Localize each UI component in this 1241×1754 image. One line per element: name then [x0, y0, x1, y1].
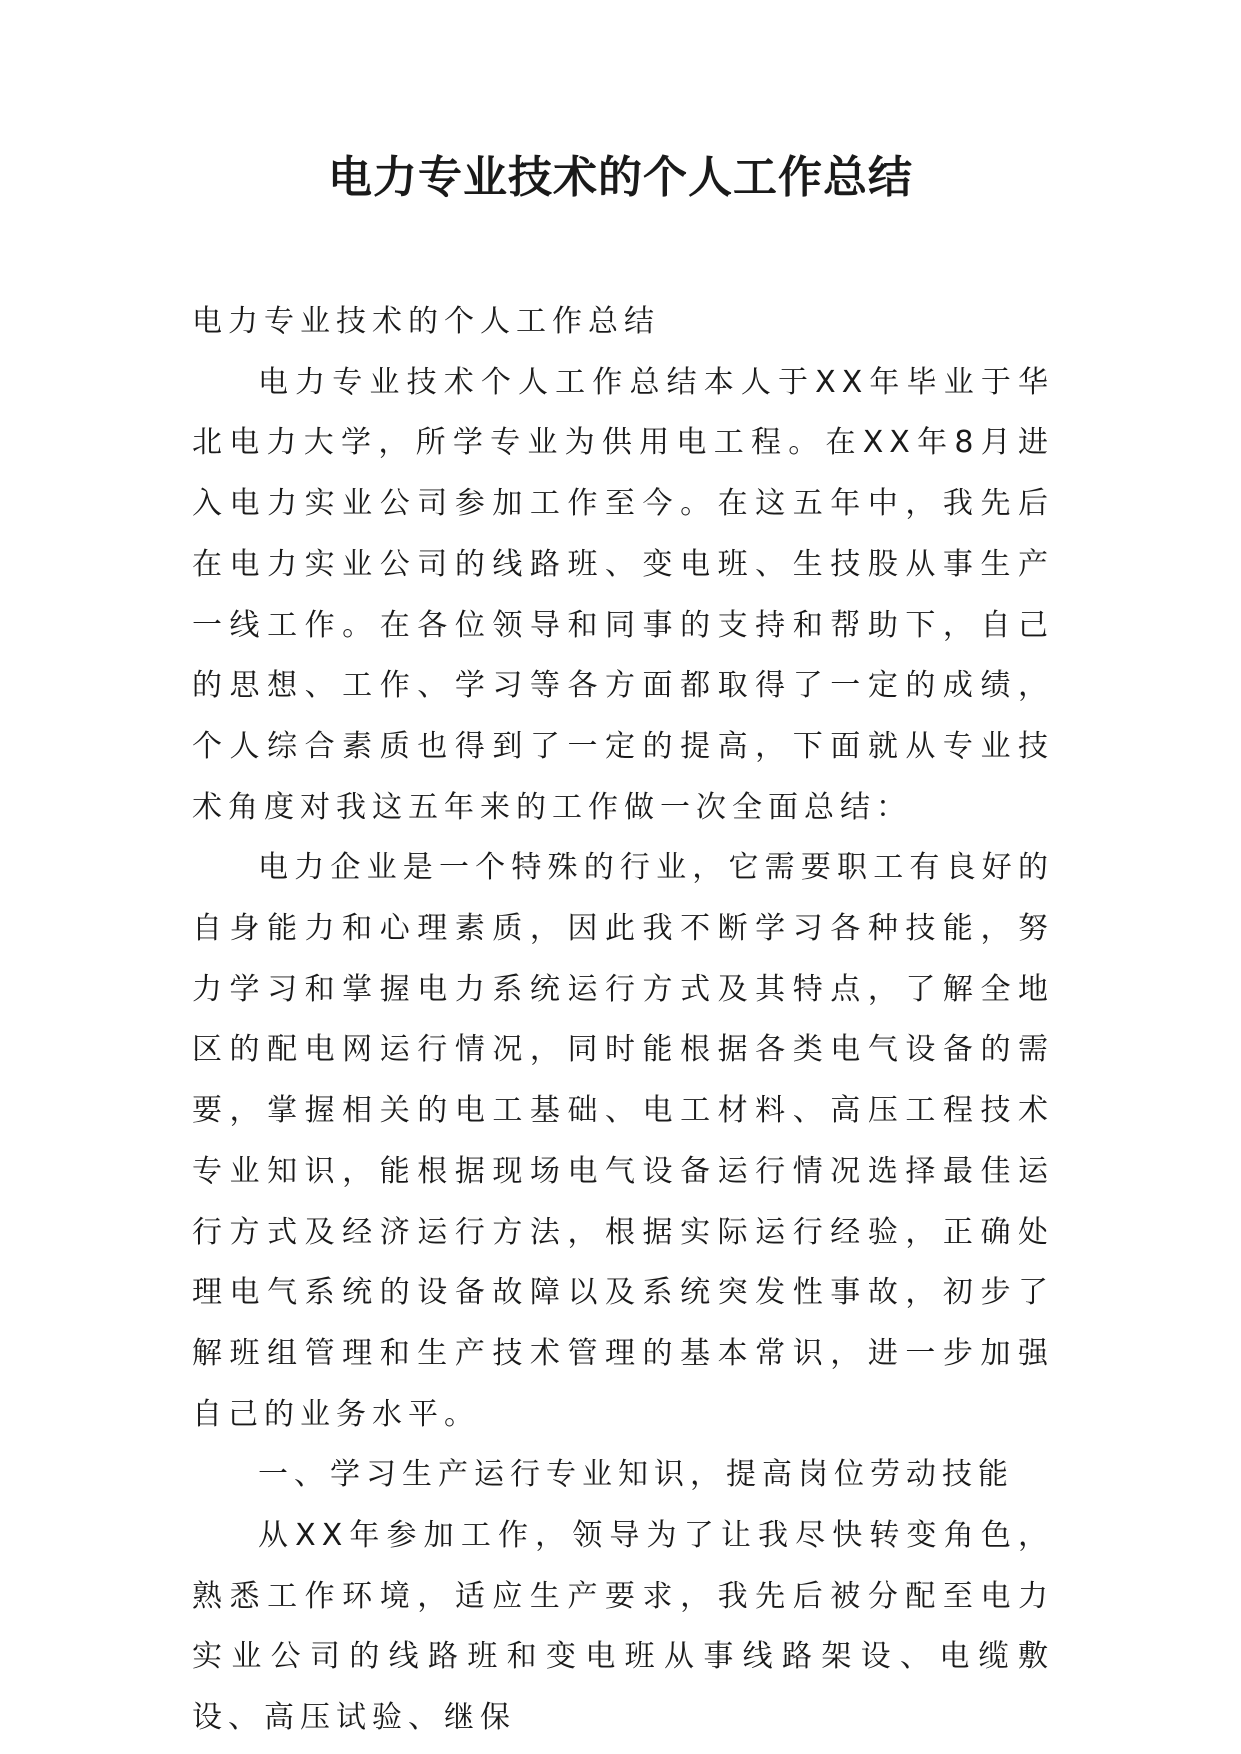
- paragraph-section-1: 从XX年参加工作，领导为了让我尽快转变角色，熟悉工作环境，适应生产要求，我先后被分配至电力实业公司的线路班和变电班从事线路架设、电缆敷设、高压试验、继保: [192, 1518, 1054, 1736]
- document-title: 电力专业技术的个人工作总结: [328, 152, 913, 203]
- paragraph-intro: 电力专业技术个人工作总结本人于XX年毕业于华北电力大学，所学专业为供用电工程。在XX年8月进入电力实业公司参加工作至今。在这五年中，我先后在电力实业公司的线路班、变电班、生技股从事生产一线工作。在各位领导和同事的支持和帮助下，自己的思想、工作、学习等各方面都取得了一定的成绩，个人综合素质也得到了一定的提高，下面就从专业技术角度对我这五年来的工作做一次全面总结：: [192, 364, 1054, 825]
- section-heading-1: 一、学习生产运行专业知识，提高岗位劳动技能: [258, 1457, 1014, 1493]
- paragraph-subtitle: 电力专业技术的个人工作总结: [192, 304, 660, 339]
- document-body: [192, 292, 1054, 1749]
- paragraph-skills: 电力企业是一个特殊的行业，它需要职工有良好的自身能力和心理素质，因此我不断学习各种技能，努力学习和掌握电力系统运行方式及其特点，了解全地区的配电网运行情况，同时能根据各类电气设备的需要，掌握相关的电工基础、电工材料、高压工程技术专业知识，能根据现场电气设备运行情况选择最佳运行方式及经济运行方法，根据实际运行经验，正确处理电气系统的设备故障以及系统突发性事故，初步了解班组管理和生产技术管理的基本常识，进一步加强自己的业务水平。: [192, 850, 1054, 1432]
